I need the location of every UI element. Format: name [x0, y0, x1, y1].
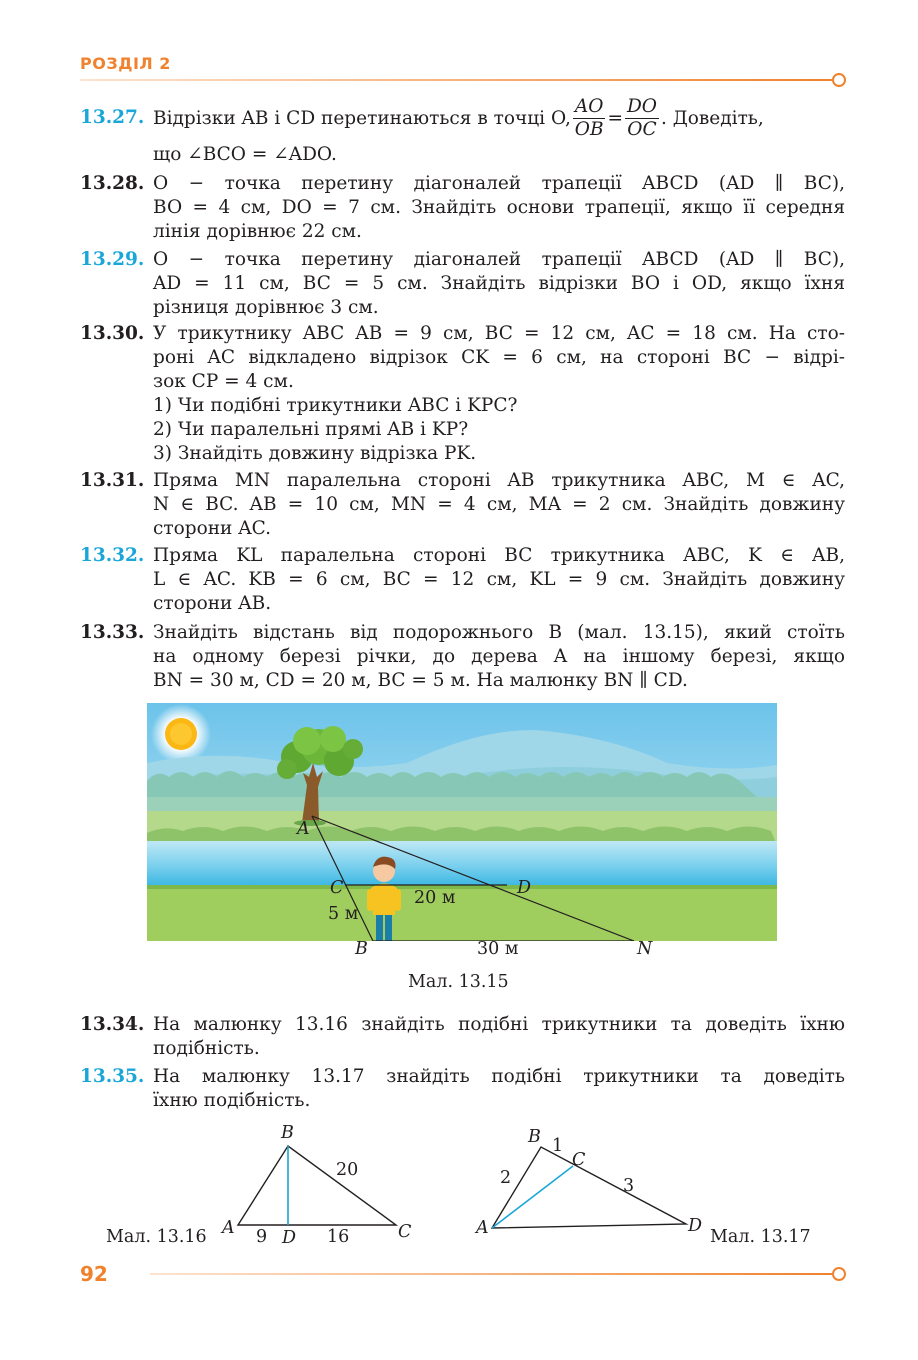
- problem-13-30: 13.30. У трикутнику ABC AB = 9 см, BC = 12 см, AC = 18 см. На сто- роні AC відкладено відрізок CK = 6 см, на стороні BC − відрі- зок CP = 4 см. 1) Чи подібні трикутники ABC і KPC? 2) Чи паралельні прямі AB і KP? 3) Знайдіть довжину відрізка PK.: [80, 323, 845, 464]
- point-label-d: D: [688, 1216, 703, 1236]
- problem-13-32: 13.32. Пряма KL паралельна стороні BC трикутника ABC, K ∈ AB, L ∈ AC. KB = 6 см, BC = 12 см, KL = 9 см. Знайдіть довжину сторони AB.: [80, 545, 845, 614]
- point-label-a: A: [222, 1218, 235, 1238]
- problem-13-31: 13.31. Пряма MN паралельна стороні AB трикутника ABC, M ∈ AC, N ∈ BC. AB = 10 см, MN = 4 см, MA = 2 см. Знайдіть довжину сторони AC.: [80, 470, 845, 539]
- figure-13-16: [230, 1140, 410, 1230]
- segment-label-dc: 16: [327, 1227, 350, 1247]
- segment-label-cd: 20 м: [414, 888, 456, 908]
- problem-13-27: 13.27. Відрізки AB і CD перетинаються в точці O, $\frac{AO}{OB}$ = $\frac{DO}{OC}$ . Доведіть, що ∠BCO = ∠ADO.: [80, 96, 845, 167]
- problem-number: 13.30.: [80, 323, 145, 344]
- figure-13-17: [486, 1140, 696, 1230]
- fraction-do-oc: $\frac{DO}{OC}$: [626, 96, 657, 140]
- segment-label-cd: 3: [623, 1176, 635, 1196]
- problem-13-34: 13.34. На малюнку 13.16 знайдіть подібні трикутники та доведіть їхню подібність.: [80, 1014, 845, 1059]
- point-label-d: D: [282, 1228, 297, 1248]
- problem-number: 13.35.: [80, 1066, 145, 1087]
- figure-caption: Мал. 13.17: [710, 1227, 811, 1247]
- problem-13-29: 13.29. O − точка перетину діагоналей трапеції ABCD (AD ∥ BC), AD = 11 см, BC = 5 см. Знайдіть відрізки BO і OD, якщо їхня різниця дорівнює 3 см.: [80, 249, 845, 318]
- point-label-a: A: [476, 1218, 489, 1238]
- problem-number: 13.34.: [80, 1014, 145, 1035]
- point-label-c: C: [572, 1150, 586, 1170]
- fraction-ao-ob: $\frac{AO}{OB}$: [574, 96, 604, 140]
- point-label-c: C: [330, 878, 344, 898]
- point-label-c: C: [398, 1222, 412, 1242]
- point-label-a: A: [297, 819, 310, 839]
- problem-text: Відрізки AB і CD перетинаються в точці O,: [153, 107, 571, 129]
- header-rule-dot: [832, 73, 846, 87]
- segment-label-ad: 9: [256, 1227, 268, 1247]
- point-label-b: B: [528, 1127, 541, 1147]
- segment-label-bc: 1: [552, 1136, 564, 1156]
- figure-13-15: [147, 703, 777, 959]
- point-label-d: D: [517, 878, 532, 898]
- problem-number: 13.32.: [80, 545, 145, 566]
- problem-13-35: 13.35. На малюнку 13.17 знайдіть подібні трикутники та доведіть їхню подібність.: [80, 1066, 845, 1111]
- footer-rule-dot: [832, 1267, 846, 1281]
- figure-caption: Мал. 13.15: [408, 972, 509, 992]
- segment-label-bn: 30 м: [477, 939, 519, 959]
- segment-label-ab: 2: [500, 1168, 512, 1188]
- river-scene-illustration: [147, 703, 777, 941]
- header-rule: [80, 79, 832, 81]
- footer-rule: [150, 1273, 832, 1275]
- problem-number: 13.31.: [80, 470, 145, 491]
- figure-caption: Мал. 13.16: [106, 1227, 207, 1247]
- problem-13-33: 13.33. Знайдіть відстань від подорожнього B (мал. 13.15), який стоїть на одному березі річки, до дерева A на іншому березі, якщо BN = 30 м, CD = 20 м, BC = 5 м. На малюнку BN ∥ CD.: [80, 622, 845, 691]
- problem-number: 13.27.: [80, 107, 145, 128]
- section-header: РОЗДІЛ 2: [80, 54, 171, 73]
- problem-13-28: 13.28. O − точка перетину діагоналей трапеції ABCD (AD ∥ BC), BO = 4 см, DO = 7 см. Знайдіть основи трапеції, якщо її середня лінія дорівнює 22 см.: [80, 173, 845, 242]
- problem-number: 13.29.: [80, 249, 145, 270]
- point-label-b: B: [281, 1123, 294, 1143]
- triangle-abd: [492, 1147, 686, 1228]
- problem-number: 13.33.: [80, 622, 145, 643]
- point-label-n: N: [637, 939, 653, 959]
- problem-number: 13.28.: [80, 173, 145, 194]
- segment-label-bc: 20: [336, 1160, 359, 1180]
- point-label-b: B: [355, 939, 368, 959]
- triangle-abc: [238, 1146, 396, 1225]
- segment-label-bc: 5 м: [328, 904, 359, 924]
- page-number: 92: [80, 1262, 108, 1286]
- problem-text: що ∠BCO = ∠ADO.: [153, 144, 337, 165]
